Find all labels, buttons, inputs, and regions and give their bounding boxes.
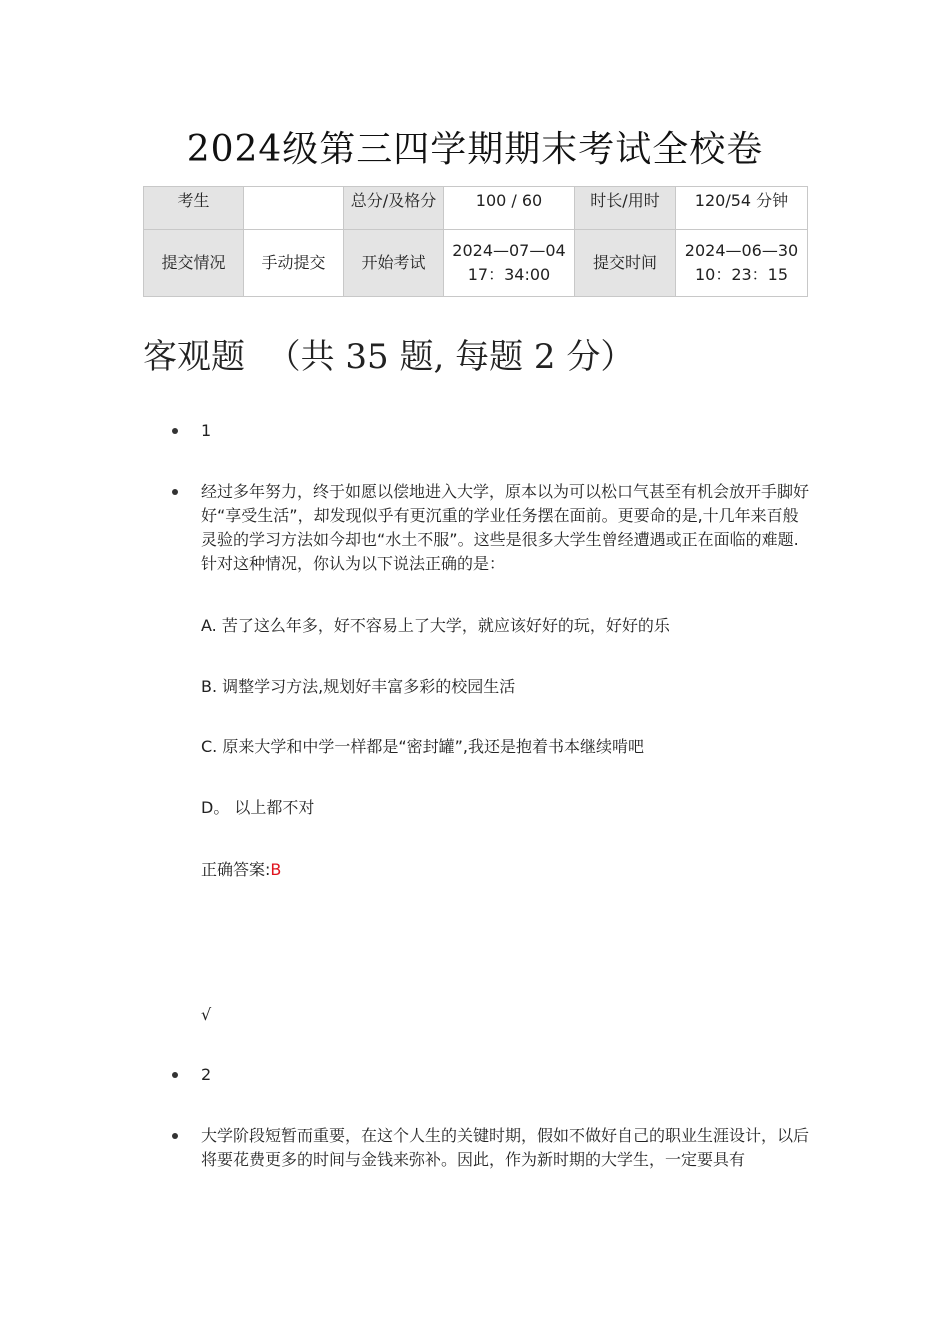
bullet-icon <box>172 489 178 495</box>
correct-answer <box>201 858 281 882</box>
check-mark: √ <box>201 1005 212 1024</box>
question-text: 经过多年努力，终于如愿以偿地进入大学，原本以为可以松口气甚至有机会放开手脚好好“享受生活”，却发现似乎有更沉重的学业任务摆在面前。更要命的是,十几年来百般灵验的学习方法如今却也“水土不服”。这些是很多大学生曾经遭遇或正在面临的难题.针对这种情况，你认为以下说法正确的是： <box>201 482 810 573</box>
bullet-icon <box>172 428 178 434</box>
question-number: 2 <box>201 1065 212 1084</box>
start-date: 2024—07—04 <box>452 241 566 260</box>
submit-date: 2024—06—30 <box>684 241 799 260</box>
score-value: 100 / 60 <box>444 187 575 230</box>
exam-info-table <box>143 186 808 297</box>
bullet-icon <box>172 1133 178 1139</box>
option-d: D。 以上都不对 <box>201 798 315 817</box>
exam-title: 2024级第三四学期期末考试全校卷 <box>186 129 764 170</box>
info-row-1 <box>144 187 808 230</box>
submit-status-value: 手动提交 <box>244 230 344 297</box>
option-a: A. 苦了这么年多，好不容易上了大学，就应该好好的玩，好好的乐 <box>201 616 670 635</box>
submit-datetime <box>676 230 808 297</box>
duration-label: 时长/用时 <box>575 187 676 230</box>
option-b: B. 调整学习方法,规划好丰富多彩的校园生活 <box>201 677 516 696</box>
bullet-icon <box>172 1072 178 1078</box>
info-row-2 <box>144 230 808 297</box>
start-datetime <box>444 230 575 297</box>
duration-value: 120/54 分钟 <box>676 187 808 230</box>
start-time: 17：34:00 <box>467 265 551 284</box>
answer-label: 正确答案: <box>201 860 271 879</box>
student-label: 考生 <box>144 187 244 230</box>
submit-time-label: 提交时间 <box>575 230 676 297</box>
section-title: 客观题 （共 35 题, 每题 2 分） <box>143 337 635 377</box>
submit-status-label: 提交情况 <box>144 230 244 297</box>
question-text: 大学阶段短暂而重要，在这个人生的关键时期，假如不做好自己的职业生涯设计，以后将要花费更多的时间与金钱来弥补。因此，作为新时期的大学生，一定要具有 <box>201 1126 810 1169</box>
submit-time: 10：23：15 <box>694 265 789 284</box>
question-number: 1 <box>201 421 212 440</box>
score-label: 总分/及格分 <box>344 187 444 230</box>
answer-value: B <box>270 860 282 879</box>
option-c: C. 原来大学和中学一样都是“密封罐”,我还是抱着书本继续啃吧 <box>201 737 645 756</box>
start-label: 开始考试 <box>344 230 444 297</box>
student-value <box>244 187 344 230</box>
